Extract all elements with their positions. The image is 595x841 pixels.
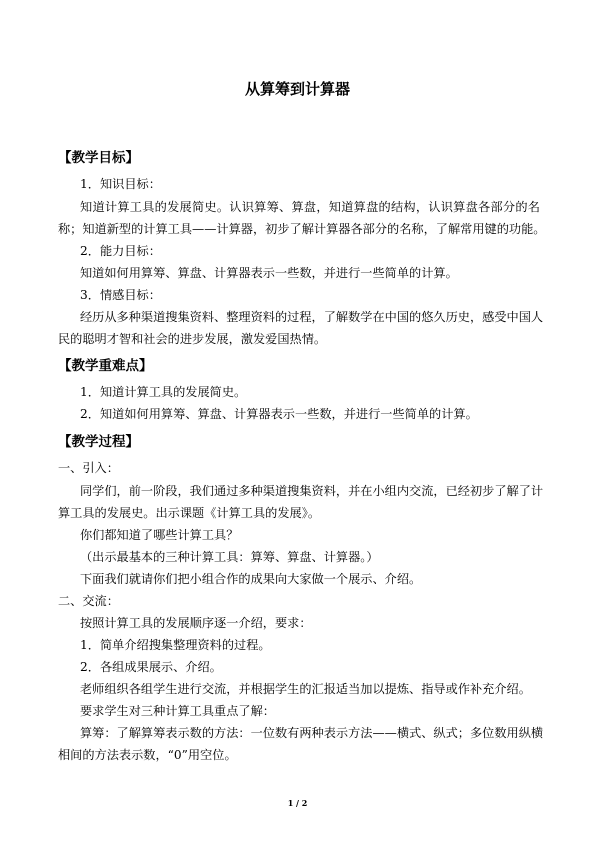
paragraph-line: 2．各组成果展示、介绍。 [80, 660, 222, 674]
paragraph-line: 你们都知道了哪些计算工具？ [80, 528, 239, 542]
paragraph-line: 2．知道如何用算筹、算盘、计算器表示一些数，并进行一些简单的计算。 [80, 407, 478, 421]
paragraph-line: 老师组织各组学生进行交流，并根据学生的汇报适当加以提炼、指导或作补充介绍。 [80, 682, 531, 696]
paragraph-line: 称；知道新型的计算工具——计算器，初步了解计算器各部分的名称，了解常用键的功能。 [58, 222, 546, 236]
paragraph-line: 2．能力目标： [80, 244, 161, 258]
paragraph-line: 知道如何用算筹、算盘、计算器表示一些数，并进行一些简单的计算。 [80, 266, 458, 280]
paragraph-line: 3．情感目标： [80, 288, 161, 302]
section-heading-process: 【教学过程】 [58, 434, 139, 450]
paragraph-line: 1．知道计算工具的发展简史。 [80, 385, 247, 399]
paragraph-line: 下面我们就请你们把小组合作的成果向大家做一个展示、介绍。 [80, 572, 422, 586]
paragraph-line: （出示最基本的三种计算工具：算筹、算盘、计算器。） [80, 550, 379, 564]
paragraph-line: 1．知识目标： [80, 177, 161, 191]
paragraph-line: 算工具的发展史。出示课题《计算工具的发展》。 [58, 506, 321, 520]
paragraph-line: 1．简单介绍搜集整理资料的过程。 [80, 638, 271, 652]
paragraph-line: 二、交流： [58, 594, 119, 608]
paragraph-line: 一、引入： [58, 461, 119, 475]
paragraph-line: 算筹：了解算筹表示数的方法：一位数有两种表示方法——横式、纵式；多位数用纵横 [80, 726, 544, 740]
paragraph-line: 经历从多种渠道搜集资料、整理资料的过程，了解数学在中国的悠久历史，感受中国人 [80, 310, 544, 324]
paragraph-line: 要求学生对三种计算工具重点了解： [80, 704, 275, 718]
paragraph-line: 民的聪明才智和社会的进步发展，激发爱国热情。 [58, 332, 327, 346]
page-number: 1 / 2 [287, 798, 308, 808]
paragraph-line: 同学们，前一阶段，我们通过多种渠道搜集资料，并在小组内交流，已经初步了解了计 [80, 484, 544, 498]
paragraph-line: 相间的方法表示数，“0”用空位。 [58, 748, 237, 762]
paragraph-line: 知道计算工具的发展简史。认识算筹、算盘，知道算盘的结构，认识算盘各部分的名 [80, 200, 540, 214]
paragraph-line: 按照计算工具的发展顺序逐一介绍，要求： [80, 616, 312, 630]
document-title: 从算筹到计算器 [244, 80, 350, 98]
section-heading-objectives: 【教学目标】 [58, 150, 139, 166]
section-heading-key-points: 【教学重难点】 [58, 358, 153, 374]
